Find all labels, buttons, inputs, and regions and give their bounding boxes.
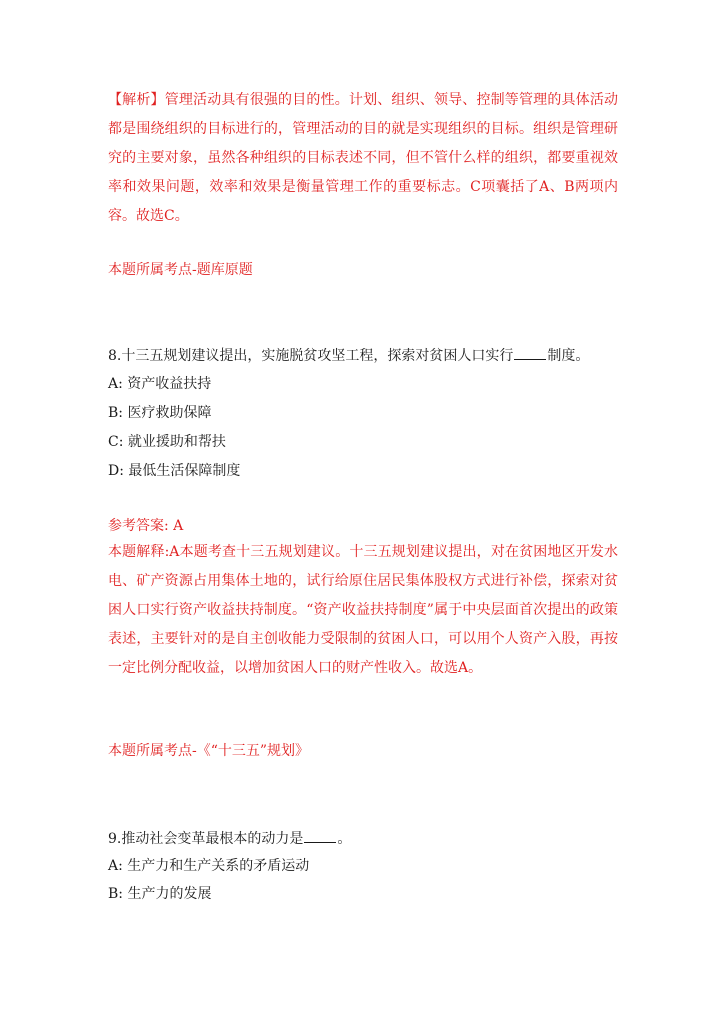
question-8-stem-before: 8.十三五规划建议提出，实施脱贫攻坚工程，探索对贫困人口实行 [108, 348, 514, 364]
topic-label-prev: 本题所属考点-题库原题 [108, 262, 253, 278]
answer-blank [514, 345, 546, 360]
answer-blank [304, 828, 336, 843]
analysis-text: 管理活动具有很强的目的性。计划、组织、领导、控制等管理的具体活动都是围绕组织的目标进行的，管理活动的目的就是实现组织的目标。组织是管理研究的主要对象，虽然各种组织的目标表述不同，但不管什么样的组织，都要重视效率和效果问题，效率和效果是衡量管理工作的重要标志。C项囊括了A、B两项内容。故选C。 [108, 92, 618, 224]
question-8-stem-after: 制度。 [547, 348, 590, 364]
question-8-answer: 参考答案: A [108, 518, 184, 534]
question-8-stem [108, 345, 628, 366]
question-8-option-c: C: 就业援助和帮扶 [108, 434, 226, 450]
question-9-stem-before: 9.推动社会变革最根本的动力是 [108, 831, 304, 847]
question-8-option-d: D: 最低生活保障制度 [108, 463, 241, 479]
question-8-explanation: 本题解释:A本题考查十三五规划建议。十三五规划建议提出，对在贫困地区开发水电、矿产资源占用集体土地的，试行给原住居民集体股权方式进行补偿，探索对贫困人口实行资产收益扶持制度。“资产收益扶持制度”属于中央层面首次提出的政策表述，主要针对的是自主创收能力受限制的贫困人口，可以用个人资产入股，再按一定比例分配收益，以增加贫困人口的财产性收入。故选A。 [108, 544, 618, 676]
question-9-stem-after: 。 [337, 831, 352, 847]
question-8-option-a: A: 资产收益扶持 [108, 376, 212, 392]
question-9-option-b: B: 生产力的发展 [108, 886, 212, 902]
question-8-topic: 本题所属考点-《“十三五”规划》 [108, 743, 310, 759]
question-9-stem [108, 828, 628, 849]
question-9-option-a: A: 生产力和生产关系的矛盾运动 [108, 858, 310, 874]
question-8-option-b: B: 医疗救助保障 [108, 405, 212, 421]
analysis-paragraph [108, 86, 618, 231]
analysis-label: 【解析】 [108, 92, 165, 108]
